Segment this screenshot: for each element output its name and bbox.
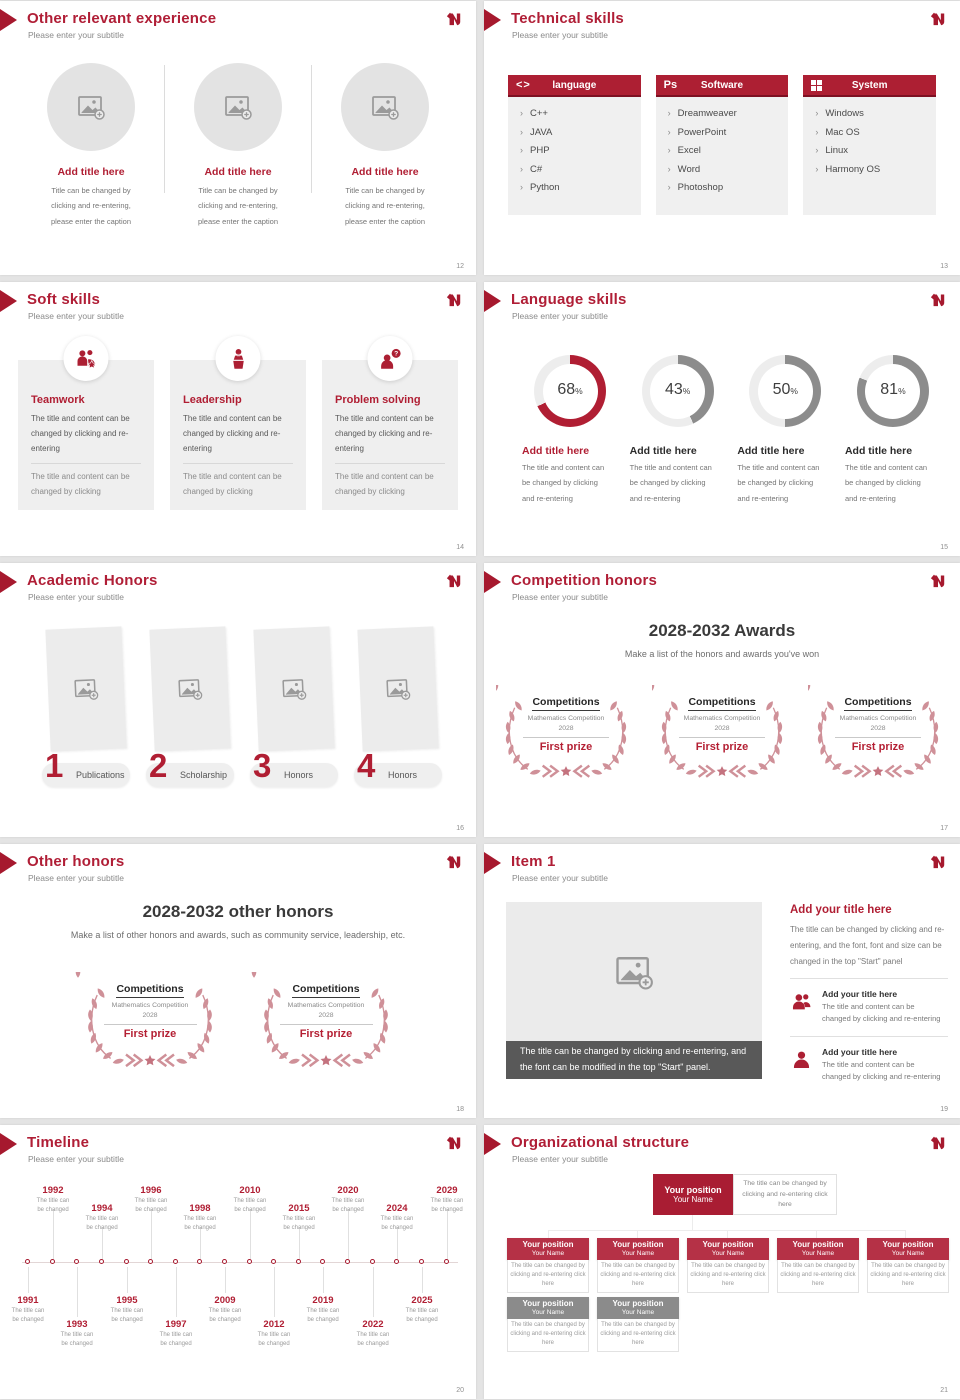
- title-chevron-icon: [0, 852, 17, 874]
- image-placeholder[interactable]: [47, 63, 135, 151]
- awards-heading: 2028-2032 other honors: [142, 902, 334, 921]
- slide-technical-skills[interactable]: [484, 1, 960, 275]
- language-donut-item: 50 % Add title here The title and content can be changed by clicking and re-entering: [733, 355, 836, 506]
- brand-logo: [929, 1134, 947, 1150]
- honor-pill: [42, 747, 130, 787]
- brand-logo: [445, 572, 463, 588]
- percent-value: 81: [880, 380, 899, 398]
- list-item: › JAVA: [520, 127, 635, 138]
- image-placeholder-icon: [369, 91, 401, 123]
- slide-other-honors[interactable]: [0, 844, 476, 1118]
- slide-title: Other honors: [27, 853, 125, 870]
- timeline-dot-icon: [197, 1259, 202, 1264]
- feature-row: Add your title here The title and content can be changed by clicking and re-entering: [790, 1045, 948, 1086]
- page-number: 12: [456, 263, 464, 270]
- slide-subtitle: Please enter your subtitle: [28, 592, 124, 602]
- honor-number: 2: [149, 747, 168, 784]
- donut-title: Add title here: [737, 445, 805, 457]
- award-badge: Competitions Mathematics Competition 2028 First prize: [496, 685, 636, 779]
- brand-logo: [929, 572, 947, 588]
- image-placeholder-icon: [612, 950, 656, 994]
- donut-chart: 81 %: [857, 355, 929, 427]
- list-item: › Mac OS: [815, 127, 930, 138]
- card-title: Leadership: [183, 394, 242, 406]
- slide-other-relevant-experience[interactable]: [0, 1, 476, 275]
- brand-logo: [929, 853, 947, 869]
- timeline-dot-icon: [247, 1259, 252, 1264]
- experience-item: Add title here Title can be changed by clicking and re-entering, please enter the caption: [165, 59, 311, 229]
- language-donut-item: 81 % Add title here The title and content can be changed by clicking and re-entering: [841, 355, 944, 506]
- donut-chart: 43 %: [642, 355, 714, 427]
- feature-row: Add your title here The title and content can be changed by clicking and re-entering: [790, 987, 948, 1028]
- timeline-dot-icon: [444, 1259, 449, 1264]
- slide-title: Timeline: [27, 1134, 90, 1151]
- slide-title: Competition honors: [511, 572, 658, 589]
- soft-skill-card-teamwork: Teamwork The title and content can be changed by clicking and re- entering The title and content can be changed by clicking: [18, 336, 154, 510]
- title-chevron-icon: [484, 1133, 501, 1155]
- feature-title: Add your title here: [822, 1046, 898, 1057]
- brand-logo: [445, 291, 463, 307]
- slide-subtitle: Please enter your subtitle: [512, 1154, 608, 1164]
- brand-logo: [929, 10, 947, 26]
- list-item: › PowerPoint: [668, 127, 783, 138]
- slide-title: Other relevant experience: [27, 10, 217, 27]
- org-root-box[interactable]: Your position Your Name: [653, 1174, 733, 1215]
- org-connector: [637, 1230, 638, 1238]
- percent-value: 68: [557, 380, 576, 398]
- image-caption-bar: The title can be changed by clicking and re-entering, and the font can be modified in the top "Start" panel.: [506, 1041, 762, 1079]
- donut-chart: 50 %: [749, 355, 821, 427]
- column-label: System: [851, 79, 888, 91]
- slide-subtitle: Please enter your subtitle: [512, 311, 608, 321]
- honor-item: [354, 625, 442, 787]
- timeline-dot-icon: [74, 1259, 79, 1264]
- honor-pill: [354, 747, 442, 787]
- honor-number: 4: [357, 747, 376, 784]
- slide-title: Organizational structure: [511, 1134, 690, 1151]
- windows-icon: [811, 75, 822, 95]
- teamwork-icon: [74, 347, 98, 371]
- image-placeholder-icon: [383, 674, 412, 703]
- column-header: [656, 75, 789, 97]
- timeline-dot-icon: [50, 1259, 55, 1264]
- image-placeholder[interactable]: [506, 902, 762, 1041]
- honor-item: [146, 625, 234, 787]
- card-divider: [31, 463, 141, 464]
- people-icon: [790, 989, 813, 1012]
- page-number: 21: [940, 1387, 948, 1394]
- list-item: › Dreamweaver: [668, 108, 783, 119]
- soft-skill-card-leadership: Leadership The title and content can be changed by clicking and re- entering The title and content can be changed by clicking: [170, 336, 306, 510]
- badge-divider: [523, 737, 610, 738]
- org-connector: [727, 1230, 728, 1238]
- person-icon: [790, 1047, 813, 1070]
- item-caption: Title can be changed by: [51, 186, 131, 195]
- image-placeholder-icon: [222, 91, 254, 123]
- org-root-note: The title can be changed by clicking and re-entering click here: [733, 1174, 837, 1215]
- image-placeholder-icon: [71, 674, 100, 703]
- column-header: [508, 75, 641, 97]
- donut-title: Add title here: [844, 445, 913, 457]
- badge-title: Competitions: [532, 696, 599, 711]
- title-chevron-icon: [0, 290, 17, 312]
- item-title: Add title here: [351, 166, 419, 178]
- org-node[interactable]: Your position Your Name The title can be changed by clicking and re-entering click here: [597, 1238, 679, 1293]
- org-node-secondary[interactable]: Your position Your Name The title can be changed by clicking and re-entering click here: [597, 1297, 679, 1352]
- list-item: › Word: [668, 164, 783, 175]
- timeline: 1991 The title can be changed 1992 The title can be changed 1993 The title can be changed 1994 The title can be changed 1995 The title can be changed 1996 The title can be changed 1997 The title can be changed 1998 The title can be changed 2009 The title can be changed 2010 The title can be changed 2012 The title can be changed 2015 The title can be changed 2019 The title can be changed 2020 The title can be changed 2022 The title can be changed 2024 The title can be changed 2025 The title can be changed 2029 The title can be changed: [11, 1185, 464, 1348]
- list-item: › C#: [520, 164, 635, 175]
- slide-soft-skills[interactable]: [0, 282, 476, 556]
- skill-column-software: [656, 75, 789, 215]
- image-placeholder[interactable]: [341, 63, 429, 151]
- list-item: › Harmony OS: [815, 164, 930, 175]
- title-chevron-icon: [0, 571, 17, 593]
- honor-label: Honors: [284, 770, 314, 780]
- soft-skill-card-problem-solving: Problem solving The title and content can be changed by clicking and re- entering The title and content can be changed by clicking: [322, 336, 458, 510]
- org-node[interactable]: Your position Your Name The title can be changed by clicking and re-entering click here: [507, 1238, 589, 1293]
- image-block: [506, 902, 762, 1079]
- card-title: Problem solving: [335, 394, 421, 406]
- photoshop-icon: Ps: [663, 79, 678, 91]
- language-donut-item: 68 % Add title here The title and content can be changed by clicking and re-entering: [518, 355, 621, 506]
- award-badge: Competitions Mathematics Competition 2028 First prize: [75, 972, 225, 1068]
- title-chevron-icon: [484, 9, 501, 31]
- honor-item: [250, 625, 338, 787]
- image-placeholder-icon: [279, 674, 308, 703]
- timeline-axis: [22, 1262, 458, 1263]
- page-number: 14: [456, 544, 464, 551]
- badge-divider: [104, 1024, 197, 1025]
- timeline-dot-icon: [173, 1259, 178, 1264]
- awards-subheading: Make a list of the honors and awards you've won: [624, 649, 820, 659]
- slide-academic-honors[interactable]: [0, 563, 476, 837]
- award-badge: Competitions Mathematics Competition 2028 First prize: [251, 972, 401, 1068]
- badge-divider: [280, 1024, 373, 1025]
- slide-subtitle: Please enter your subtitle: [512, 592, 608, 602]
- card-icon-circle: [216, 336, 261, 381]
- column-header: [803, 75, 936, 97]
- brand-logo: [445, 1134, 463, 1150]
- timeline-dot-icon: [370, 1259, 375, 1264]
- slide-title: Item 1: [511, 853, 556, 870]
- honor-number: 3: [253, 747, 272, 784]
- donut-title: Add title here: [522, 445, 590, 457]
- slide-item-1[interactable]: [484, 844, 960, 1118]
- title-chevron-icon: [0, 1133, 17, 1155]
- badge-divider: [835, 737, 922, 738]
- org-node[interactable]: Your position Your Name The title can be changed by clicking and re-entering click here: [687, 1238, 769, 1293]
- honor-pill: [250, 747, 338, 787]
- brand-logo: [445, 853, 463, 869]
- badge-divider: [679, 737, 766, 738]
- image-placeholder-icon: [75, 91, 107, 123]
- page-number: 20: [456, 1387, 464, 1394]
- honor-label: Scholarship: [180, 770, 228, 780]
- slide-timeline[interactable]: [0, 1125, 476, 1399]
- slide-competition-honors[interactable]: [484, 563, 960, 837]
- image-placeholder[interactable]: [253, 626, 334, 751]
- org-connector: [816, 1230, 817, 1238]
- slide-title: Academic Honors: [27, 572, 158, 589]
- timeline-dot-icon: [296, 1259, 301, 1264]
- title-chevron-icon: [484, 852, 501, 874]
- card-icon-circle: [368, 336, 413, 381]
- list-item: › Excel: [668, 145, 783, 156]
- slide-subtitle: Please enter your subtitle: [28, 311, 124, 321]
- honor-label: Honors: [388, 770, 418, 780]
- slide-subtitle: Please enter your subtitle: [512, 873, 608, 883]
- awards-heading: 2028-2032 Awards: [648, 621, 796, 640]
- column-label: Software: [700, 79, 744, 91]
- slide-title: Technical skills: [511, 10, 624, 27]
- slide-subtitle: Please enter your subtitle: [512, 30, 608, 40]
- percent-value: 50: [772, 380, 791, 398]
- list-item: › Linux: [815, 145, 930, 156]
- honor-number: 1: [45, 747, 64, 784]
- panel-divider: [790, 978, 948, 979]
- donut-chart: 68 %: [534, 355, 606, 427]
- org-node[interactable]: Your position Your Name The title can be changed by clicking and re-entering click here: [867, 1238, 949, 1293]
- list-item: › PHP: [520, 145, 635, 156]
- column-label: language: [552, 79, 597, 91]
- timeline-dot-icon: [148, 1259, 153, 1264]
- item-title: Add title here: [57, 166, 125, 178]
- slide-title: Language skills: [511, 291, 627, 308]
- timeline-dot-icon: [25, 1259, 30, 1264]
- page-number: 16: [456, 825, 464, 832]
- timeline-dot-icon: [99, 1259, 104, 1264]
- slide-organizational-structure[interactable]: [484, 1125, 960, 1399]
- experience-item: Add title here Title can be changed by clicking and re-entering, please enter the caption: [312, 59, 458, 229]
- honor-label: Publications: [76, 770, 125, 780]
- panel-divider: [790, 1036, 948, 1037]
- percent-value: 43: [664, 380, 683, 398]
- slide-subtitle: Please enter your subtitle: [28, 1154, 124, 1164]
- skill-column-language: [508, 75, 641, 215]
- list-item: › Windows: [815, 108, 930, 119]
- org-connector: [548, 1230, 549, 1238]
- page-number: 15: [940, 544, 948, 551]
- language-donut-item: 43 % Add title here The title and content can be changed by clicking and re-entering: [626, 355, 729, 506]
- honor-item: [42, 625, 130, 787]
- slide-subtitle: Please enter your subtitle: [28, 30, 124, 40]
- timeline-dot-icon: [320, 1259, 325, 1264]
- problem-solving-icon: [378, 347, 402, 371]
- card-icon-circle: [64, 336, 109, 381]
- title-chevron-icon: [0, 9, 17, 31]
- leadership-icon: [226, 347, 250, 371]
- list-item: › Photoshop: [668, 182, 783, 193]
- org-connector: [905, 1230, 906, 1238]
- award-badge: Competitions Mathematics Competition 2028 First prize: [808, 685, 948, 779]
- panel-heading: Add your title here: [790, 904, 892, 916]
- image-placeholder-icon: [175, 674, 204, 703]
- brand-logo: [929, 291, 947, 307]
- honor-pill: [146, 747, 234, 787]
- timeline-dot-icon: [345, 1259, 350, 1264]
- slide-subtitle: Please enter your subtitle: [28, 873, 124, 883]
- page-number: 19: [940, 1106, 948, 1113]
- award-badge: Competitions Mathematics Competition 2028 First prize: [652, 685, 792, 779]
- timeline-dot-icon: [394, 1259, 399, 1264]
- image-placeholder[interactable]: [45, 626, 126, 751]
- image-placeholder[interactable]: [149, 626, 230, 751]
- org-node[interactable]: Your position Your Name The title can be changed by clicking and re-entering click here: [777, 1238, 859, 1293]
- slide-title: Soft skills: [27, 291, 101, 308]
- timeline-dot-icon: [124, 1259, 129, 1264]
- title-chevron-icon: [484, 290, 501, 312]
- awards-subheading: Make a list of other honors and awards, such as community service, leadership, etc.: [70, 930, 406, 940]
- list-item: › C++: [520, 108, 635, 119]
- experience-item: Add title here Title can be changed by clicking and re-entering, please enter the caption: [18, 59, 164, 229]
- list-item: › Python: [520, 182, 635, 193]
- card-divider: [335, 463, 445, 464]
- timeline-dot-icon: [419, 1259, 424, 1264]
- page-number: 17: [940, 825, 948, 832]
- feature-title: Add your title here: [822, 989, 898, 999]
- detail-panel: Add your title here The title can be changed by clicking and re- entering, and the font, font and size can be changed in the top "Start" panel Add your title here The title and content can be changed by clicking and re-entering Add your title here The title and content can be changed by clicking and re-entering: [790, 904, 948, 1086]
- org-connector: [692, 1215, 693, 1230]
- card-title: Teamwork: [31, 394, 85, 406]
- slide-language-skills[interactable]: [484, 282, 960, 556]
- image-placeholder[interactable]: [194, 63, 282, 151]
- badge-prize: First prize: [539, 741, 593, 754]
- skill-column-system: [803, 75, 936, 215]
- page-number: 18: [456, 1106, 464, 1113]
- org-node-secondary[interactable]: Your position Your Name The title can be changed by clicking and re-entering click here: [507, 1297, 589, 1352]
- card-divider: [183, 463, 293, 464]
- timeline-dot-icon: [222, 1259, 227, 1264]
- page-number: 13: [940, 263, 948, 270]
- donut-title: Add title here: [629, 445, 697, 457]
- title-chevron-icon: [484, 571, 501, 593]
- image-placeholder[interactable]: [357, 626, 438, 751]
- brand-logo: [445, 10, 463, 26]
- timeline-dot-icon: [271, 1259, 276, 1264]
- item-title: Add title here: [204, 166, 272, 178]
- code-icon: <>: [516, 79, 531, 91]
